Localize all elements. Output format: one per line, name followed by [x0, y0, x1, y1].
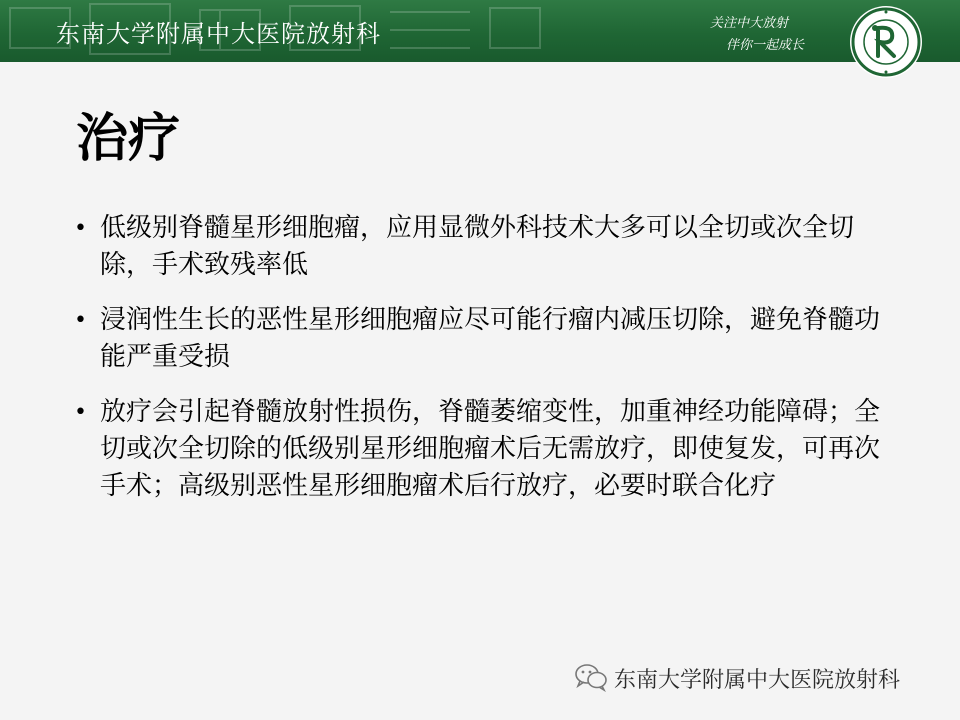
- bullet-list: [72, 210, 892, 523]
- slide-title: 治疗: [76, 109, 181, 169]
- bullet-text: 浸润性生长的恶性星形细胞瘤应尽可能行瘤内减压切除，避免脊髓功能严重受损: [100, 305, 881, 372]
- slogan-line-1: 关注中大放射: [710, 16, 789, 31]
- bullet-text: 放疗会引起脊髓放射性损伤，脊髓萎缩变性，加重神经功能障碍；全切或次全切除的低级别星形细胞瘤术后无需放疗，即使复发，可再次手术；高级别恶性星形细胞瘤术后行放疗，必要时联合化疗: [100, 397, 881, 501]
- hospital-logo-icon: [848, 4, 924, 80]
- bullet-text: 低级别脊髓星形细胞瘤，应用显微外科技术大多可以全切或次全切除，手术致残率低: [100, 213, 855, 280]
- bullet-item: [72, 394, 892, 505]
- footer-watermark: [574, 660, 944, 696]
- bullet-item: [72, 302, 892, 376]
- bullet-dot-icon: •: [74, 400, 87, 425]
- footer-text: 东南大学附属中大医院放射科: [614, 668, 901, 693]
- bullet-dot-icon: •: [74, 308, 87, 333]
- bullet-dot-icon: •: [74, 216, 87, 241]
- header-title: 东南大学附属中大医院放射科: [56, 20, 381, 48]
- bullet-item: [72, 210, 892, 284]
- wechat-icon: [574, 662, 608, 692]
- slogan-line-2: 伴你一起成长: [726, 38, 805, 53]
- header-banner: [0, 0, 960, 62]
